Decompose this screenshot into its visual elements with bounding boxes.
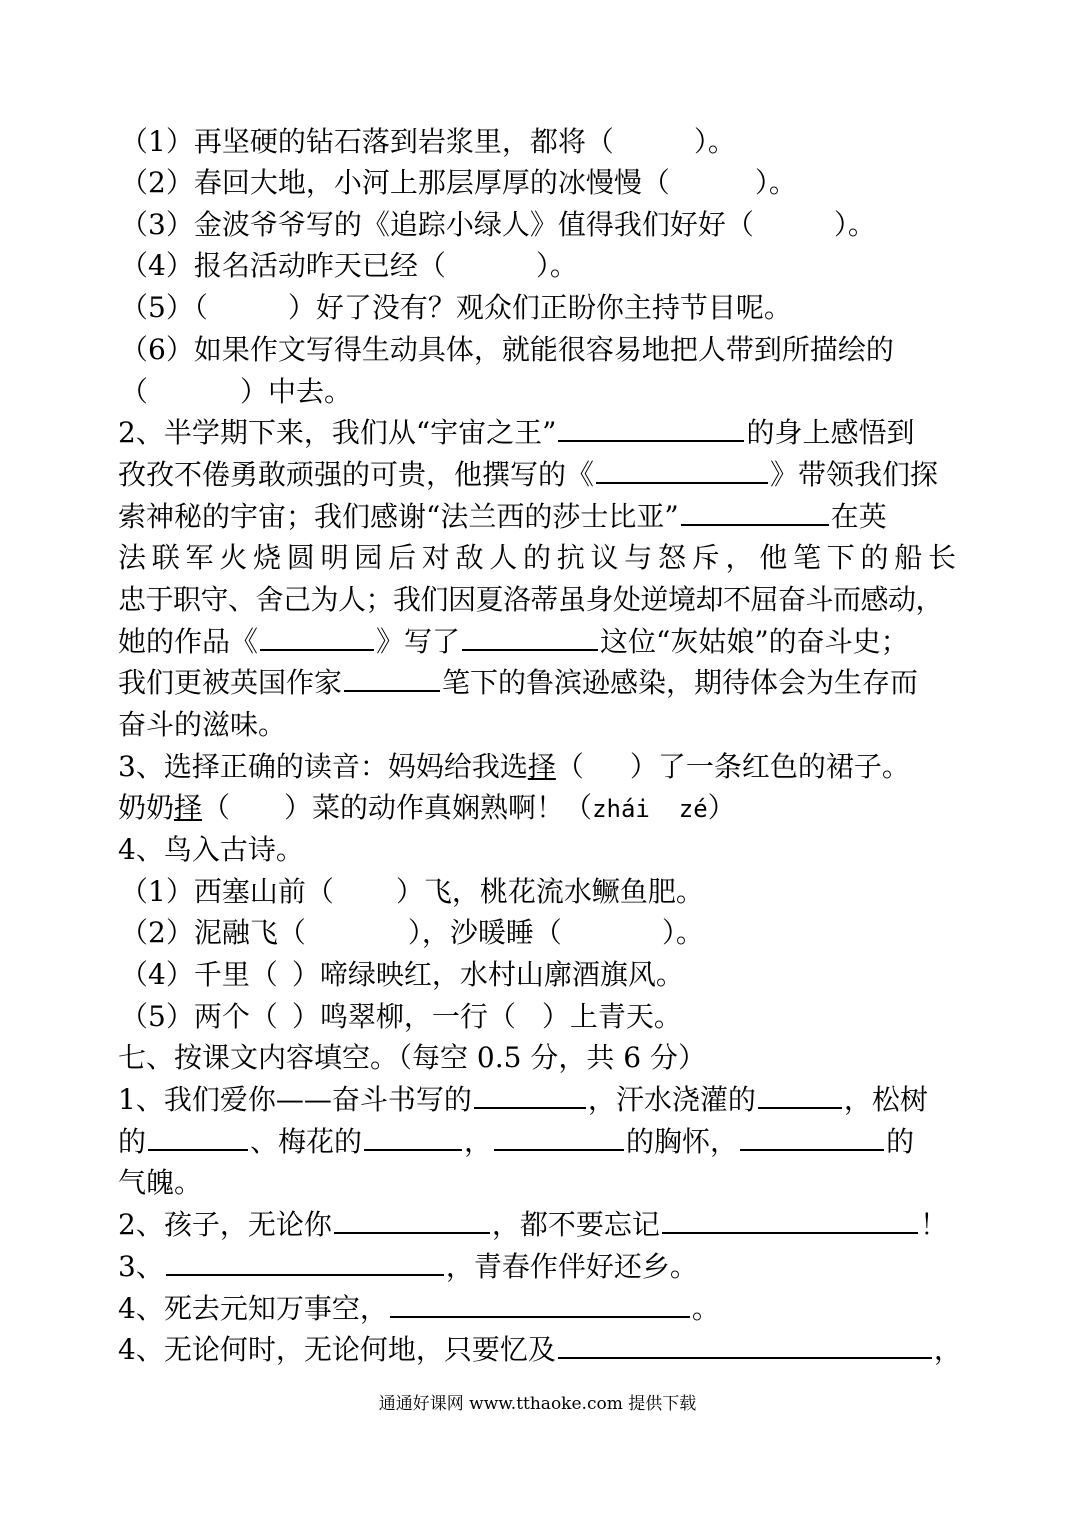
q2-text: 我们更被英国作家 [118,666,343,699]
q2-line-7 [118,663,918,703]
item-text: （5）（ [120,291,208,324]
q4-item-2 [120,913,704,953]
p7-text: ， [464,1125,493,1158]
p7-text: ！ [919,1208,948,1241]
poem-text: ），沙暖睡（ [407,916,562,949]
p7-q2 [118,1205,948,1245]
p7-text: 4、无论何时，无论何地，只要忆及 [118,1333,556,1366]
poem-text: （5）两个（ [120,1000,278,1033]
p7-text: 、梅花的 [250,1125,363,1158]
q2-text: 2、半学期下来，我们从“宇宙之王” [118,416,557,449]
p7-text: 3、 [118,1250,164,1283]
item-text: ）。 [833,208,876,241]
item-text: （6）如果作文写得生动具体，就能很容易地把人带到所描绘的 [120,333,894,366]
p7-text: 的 [886,1125,915,1158]
item-text: （ [120,375,149,408]
q2-text: 孜孜不倦勇敢顽强的可贵，他撰写的《 [118,458,595,491]
blank-line[interactable] [596,456,768,484]
q2-text: 索神秘的宇宙；我们感谢“法兰西的莎士比亚” [118,500,679,533]
item-text: ）。 [693,125,736,158]
q2-text: 的身上感悟到 [746,416,915,449]
poem-text: （4）千里（ [120,958,278,991]
p7-text: 。 [691,1292,720,1325]
blank-line[interactable] [474,1081,586,1109]
q3-text: （ [202,791,231,824]
item-text: ）中去。 [240,375,353,408]
q2-text: 这位“灰姑娘”的奋斗史； [600,625,909,658]
p7-text: 1、我们爱你——奋斗书写的 [118,1083,472,1116]
p7-text: 4、死去元知万事空， [118,1292,388,1325]
q2-text: 笔下的鲁滨逊感染，期待体会为生存而 [442,666,919,699]
q2-text: 她的作品《 [118,625,259,658]
q2-text: 》带领我们探 [770,458,939,491]
underlined-char: 择 [527,750,556,783]
q2-line-1 [118,413,914,453]
q3-text: ）菜的动作真娴熟啊！（ [284,791,593,824]
q1-item-4 [120,246,578,286]
p7-text: 2、孩子，无论你 [118,1208,332,1241]
blank-line[interactable] [390,1290,690,1318]
blank-line[interactable] [260,623,374,651]
p7-text: ，都不要忘记 [491,1208,660,1241]
p7-q5 [118,1330,962,1370]
p7-q3 [118,1247,698,1287]
item-text: ）。 [535,249,578,282]
q3-line-1 [118,747,910,787]
q1-item-5 [120,288,792,328]
blank-line[interactable] [494,1123,624,1151]
q1-item-3 [120,205,876,245]
p7-text: 的胸怀， [626,1125,739,1158]
q1-item-6-cont [120,372,352,412]
section-7-title: 七、按课文内容填空。（每空 0.5 分，共 6 分） [118,1041,706,1074]
poem-text: ）啼绿映红，水村山廓酒旗风。 [291,958,684,991]
blank-line[interactable] [558,1331,932,1359]
item-text: ）好了没有？观众们正盼你主持节目呢。 [287,291,792,324]
blank-line[interactable] [758,1081,842,1109]
poem-text: ）。 [661,916,704,949]
q3-text: 3、选择正确的读音：妈妈给我选 [118,750,528,783]
p7-text: ， [933,1333,962,1366]
q3-text: 奶奶 [118,791,175,824]
p7-q1-line-2 [118,1122,914,1162]
blank-line[interactable] [662,1206,918,1234]
q2-line-5: 忠于职守、舍己为人；我们因夏洛蒂虽身处逆境却不屈奋斗而感动， [118,583,944,616]
q2-line-8: 奋斗的滋味。 [118,708,287,741]
q3-text: （ [555,750,584,783]
q2-line-6 [118,622,909,662]
item-text: （4）报名活动昨天已经（ [120,249,446,282]
footer-credit: 通通好课网 www.tthaoke.com 提供下载 [378,1394,697,1414]
p7-text: ，青春作伴好还乡。 [445,1250,698,1283]
pinyin-options: zhái zé [592,795,708,823]
p7-text: ，松树 [843,1083,928,1116]
p7-q1-line-3: 气魄。 [118,1166,203,1199]
q3-text: ） [707,791,736,824]
blank-line[interactable] [740,1123,884,1151]
poem-text: ）飞，桃花流水鳜鱼肥。 [395,875,704,908]
item-text: （2）春回大地，小河上那层厚厚的冰慢慢（ [120,166,670,199]
blank-line[interactable] [148,1123,248,1151]
underlined-char: 择 [174,791,203,824]
blank-line[interactable] [681,498,829,526]
q1-item-1 [120,122,736,162]
q4-item-1 [120,872,704,912]
p7-text: ，汗水浇灌的 [587,1083,756,1116]
blank-line[interactable] [462,623,598,651]
q4-title: 4、鸟入古诗。 [118,833,304,866]
q1-item-2 [120,163,797,203]
blank-line[interactable] [334,1206,490,1234]
blank-line[interactable] [344,664,440,692]
q2-line-2 [118,455,938,495]
q4-item-3 [120,955,684,995]
item-text: （3）金波爷爷写的《追踪小绿人》值得我们好好（ [120,208,754,241]
blank-line[interactable] [364,1123,462,1151]
item-text: ）。 [754,166,797,199]
p7-q4 [118,1289,720,1329]
blank-line[interactable] [558,414,744,442]
p7-text: 的 [118,1125,147,1158]
poem-text: （1）西塞山前（ [120,875,334,908]
poem-text: ）上青天。 [541,1000,682,1033]
q4-item-4 [120,997,682,1037]
q2-text: 》写了 [376,625,461,658]
q2-text: 在英 [830,500,887,533]
q1-item-6 [120,330,894,370]
blank-line[interactable] [166,1248,444,1276]
poem-text: （2）泥融飞（ [120,916,306,949]
q3-line-2 [118,788,736,828]
q2-line-3 [118,497,887,537]
p7-q1-line-1 [118,1080,928,1120]
item-text: （1）再坚硬的钻石落到岩浆里，都将（ [120,125,614,158]
q3-text: ）了一条红色的裙子。 [629,750,910,783]
poem-text: ）鸣翠柳，一行（ [291,1000,516,1033]
q2-line-4: 法联军火烧圆明园后对敌人的抗议与怒斥，他笔下的船长 [118,541,956,574]
